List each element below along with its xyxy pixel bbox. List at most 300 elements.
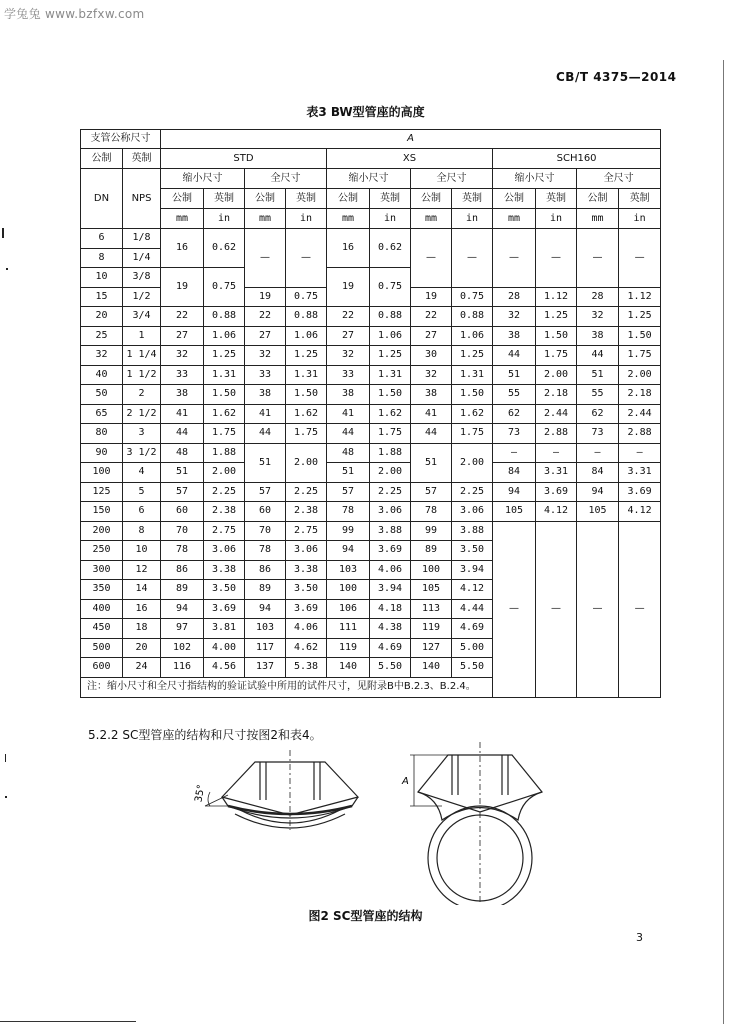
nps-cell: 3/8: [123, 268, 161, 288]
value-cell: 4.69: [452, 619, 493, 639]
header-dn: DN: [81, 169, 123, 229]
table-note: 注：缩小尺寸和全尺寸指结构的验证试验中所用的试件尺寸，见附录B中B.2.3、B.2.4。: [81, 677, 661, 697]
value-cell: 70: [161, 521, 204, 541]
table-row: [81, 482, 661, 502]
dn-cell: 25: [81, 326, 123, 346]
value-cell: 19: [161, 268, 204, 307]
header-branch-size: 支管公称尺寸: [81, 130, 161, 149]
header-imperial-sub: 英制: [452, 189, 493, 209]
value-cell: 111: [327, 619, 370, 639]
value-cell: 1.88: [204, 443, 245, 463]
value-cell: 103: [245, 619, 286, 639]
value-cell: 19: [411, 287, 452, 307]
value-cell: 1.62: [204, 404, 245, 424]
value-cell: 113: [411, 599, 452, 619]
value-cell: 73: [493, 424, 536, 444]
dn-cell: 400: [81, 599, 123, 619]
value-cell: 0.75: [452, 287, 493, 307]
value-cell: 1.62: [286, 404, 327, 424]
value-cell: 1.75: [370, 424, 411, 444]
value-cell: 60: [161, 502, 204, 522]
value-cell: 78: [245, 541, 286, 561]
value-cell: 4.69: [370, 638, 411, 658]
value-cell: 4.00: [204, 638, 245, 658]
value-cell: 0.75: [204, 268, 245, 307]
value-cell: 89: [161, 580, 204, 600]
value-cell: 1.25: [536, 307, 577, 327]
value-cell: 89: [245, 580, 286, 600]
table-title: 表3 BW型管座的高度: [306, 105, 425, 119]
value-cell: 51: [493, 365, 536, 385]
value-cell: 57: [245, 482, 286, 502]
value-cell: 32: [411, 365, 452, 385]
value-cell: 30: [411, 346, 452, 366]
value-cell: 1.25: [204, 346, 245, 366]
table-row: [81, 463, 661, 483]
value-cell: 4.12: [619, 502, 661, 522]
value-cell: 1.75: [536, 346, 577, 366]
value-cell: 86: [161, 560, 204, 580]
dn-cell: 8: [81, 248, 123, 268]
dash-cell: —: [619, 229, 661, 288]
dn-cell: 250: [81, 541, 123, 561]
watermark: 学兔兔 www.bzfxw.com: [4, 7, 145, 21]
value-cell: 2.38: [204, 502, 245, 522]
value-cell: 3.69: [370, 541, 411, 561]
value-cell: 51: [411, 443, 452, 482]
dn-cell: 500: [81, 638, 123, 658]
value-cell: 1.25: [370, 346, 411, 366]
value-cell: 2.75: [204, 521, 245, 541]
fitting-front-view: [410, 742, 542, 905]
value-cell: 1.06: [370, 326, 411, 346]
figure-2-sc-fitting: [180, 740, 570, 905]
table-row: [81, 365, 661, 385]
dn-cell: 50: [81, 385, 123, 405]
dn-cell: 32: [81, 346, 123, 366]
value-cell: 4.38: [370, 619, 411, 639]
header-metric-sub: 公制: [161, 189, 204, 209]
value-cell: 1.12: [619, 287, 661, 307]
value-cell: 62: [577, 404, 619, 424]
nps-cell: 1: [123, 326, 161, 346]
value-cell: 57: [411, 482, 452, 502]
value-cell: 1.50: [370, 385, 411, 405]
value-cell: 38: [411, 385, 452, 405]
value-cell: 32: [245, 346, 286, 366]
value-cell: 2.44: [619, 404, 661, 424]
value-cell: 32: [493, 307, 536, 327]
scan-mark: [6, 268, 8, 270]
value-cell: 3.69: [619, 482, 661, 502]
header-unit-in: in: [286, 209, 327, 229]
value-cell: 19: [327, 268, 370, 307]
table-row: [81, 307, 661, 327]
value-cell: 1.75: [286, 424, 327, 444]
header-metric-sub: 公制: [245, 189, 286, 209]
dim-a-label: A: [402, 776, 409, 787]
dn-cell: 350: [81, 580, 123, 600]
value-cell: 51: [161, 463, 204, 483]
header-unit-in: in: [452, 209, 493, 229]
value-cell: 1.25: [452, 346, 493, 366]
value-cell: 44: [245, 424, 286, 444]
value-cell: 2.00: [619, 365, 661, 385]
value-cell: 5.50: [370, 658, 411, 678]
table-note-row: [81, 677, 661, 697]
value-cell: 33: [327, 365, 370, 385]
dash-cell: —: [577, 229, 619, 288]
value-cell: 3.38: [286, 560, 327, 580]
value-cell: 1.75: [619, 346, 661, 366]
value-cell: 51: [577, 365, 619, 385]
value-cell: 94: [577, 482, 619, 502]
value-cell: 105: [411, 580, 452, 600]
value-cell: 55: [493, 385, 536, 405]
header-xs-reduced: 缩小尺寸: [327, 169, 411, 189]
header-unit-mm: mm: [327, 209, 370, 229]
value-cell: 2.00: [286, 443, 327, 482]
nps-cell: 2 1/2: [123, 404, 161, 424]
value-cell: 16: [327, 229, 370, 268]
value-cell: 1.06: [204, 326, 245, 346]
value-cell: 55: [577, 385, 619, 405]
bw-height-table: [80, 129, 661, 698]
value-cell: 3.06: [204, 541, 245, 561]
value-cell: 41: [161, 404, 204, 424]
value-cell: 1.62: [452, 404, 493, 424]
value-cell: 1.12: [536, 287, 577, 307]
standard-number: CB/T 4375—2014: [556, 70, 677, 84]
value-cell: 44: [411, 424, 452, 444]
value-cell: 28: [493, 287, 536, 307]
value-cell: 41: [327, 404, 370, 424]
value-cell: 4.62: [286, 638, 327, 658]
nps-cell: 1/8: [123, 229, 161, 249]
value-cell: 102: [161, 638, 204, 658]
value-cell: 100: [327, 580, 370, 600]
nps-cell: 16: [123, 599, 161, 619]
value-cell: 5.38: [286, 658, 327, 678]
value-cell: 32: [327, 346, 370, 366]
value-cell: 3.69: [286, 599, 327, 619]
value-cell: 44: [327, 424, 370, 444]
value-cell: 22: [411, 307, 452, 327]
scan-mark: [5, 796, 7, 798]
value-cell: 3.94: [370, 580, 411, 600]
header-unit-in: in: [619, 209, 661, 229]
header-unit-in: in: [536, 209, 577, 229]
value-cell: 3.81: [204, 619, 245, 639]
value-cell: 94: [493, 482, 536, 502]
value-cell: 1.25: [619, 307, 661, 327]
figure-caption: 图2 SC型管座的结构: [308, 909, 423, 923]
value-cell: 5.50: [452, 658, 493, 678]
table-row: [81, 346, 661, 366]
dn-cell: 90: [81, 443, 123, 463]
nps-cell: 1 1/4: [123, 346, 161, 366]
value-cell: 1.75: [204, 424, 245, 444]
value-cell: 2.88: [619, 424, 661, 444]
value-cell: 32: [161, 346, 204, 366]
table-row: [81, 502, 661, 522]
value-cell: 4.12: [452, 580, 493, 600]
nps-cell: 3 1/2: [123, 443, 161, 463]
value-cell: 1.50: [536, 326, 577, 346]
header-xs: XS: [327, 149, 493, 169]
nps-cell: 5: [123, 482, 161, 502]
value-cell: 3.50: [204, 580, 245, 600]
dash-cell: —: [493, 229, 536, 288]
header-sch-full: 全尺寸: [577, 169, 661, 189]
value-cell: 22: [245, 307, 286, 327]
dash-cell: —: [536, 229, 577, 288]
dash-cell: —: [286, 229, 327, 288]
value-cell: 2.00: [370, 463, 411, 483]
value-cell: 1.31: [370, 365, 411, 385]
value-cell: 38: [577, 326, 619, 346]
nps-cell: 6: [123, 502, 161, 522]
header-metric-sub: 公制: [411, 189, 452, 209]
value-cell: 2.88: [536, 424, 577, 444]
header-metric-sub: 公制: [327, 189, 370, 209]
dn-cell: 10: [81, 268, 123, 288]
value-cell: 33: [245, 365, 286, 385]
value-cell: 1.50: [204, 385, 245, 405]
value-cell: 127: [411, 638, 452, 658]
dash-cell: —: [245, 229, 286, 288]
value-cell: 3.06: [452, 502, 493, 522]
value-cell: 105: [493, 502, 536, 522]
value-cell: 3.31: [536, 463, 577, 483]
dn-cell: 200: [81, 521, 123, 541]
header-a: A: [161, 130, 661, 149]
value-cell: 3.94: [452, 560, 493, 580]
value-cell: 38: [493, 326, 536, 346]
value-cell: 78: [161, 541, 204, 561]
value-cell: 4.12: [536, 502, 577, 522]
value-cell: 119: [411, 619, 452, 639]
value-cell: 70: [245, 521, 286, 541]
dn-cell: 300: [81, 560, 123, 580]
value-cell: 3.31: [619, 463, 661, 483]
nps-cell: 3/4: [123, 307, 161, 327]
value-cell: 27: [327, 326, 370, 346]
value-cell: 2.25: [370, 482, 411, 502]
value-cell: 2.00: [536, 365, 577, 385]
value-cell: 3.88: [452, 521, 493, 541]
value-cell: 2.18: [536, 385, 577, 405]
value-cell: 44: [493, 346, 536, 366]
header-nps: NPS: [123, 169, 161, 229]
header-imperial-sub: 英制: [286, 189, 327, 209]
nps-cell: 1/4: [123, 248, 161, 268]
value-cell: 28: [577, 287, 619, 307]
nps-cell: 18: [123, 619, 161, 639]
value-cell: 0.75: [370, 268, 411, 307]
dn-cell: 125: [81, 482, 123, 502]
value-cell: 1.06: [452, 326, 493, 346]
nps-cell: 20: [123, 638, 161, 658]
value-cell: 0.88: [286, 307, 327, 327]
value-cell: —: [619, 443, 661, 463]
nps-cell: 1/2: [123, 287, 161, 307]
value-cell: 0.62: [370, 229, 411, 268]
nps-cell: 24: [123, 658, 161, 678]
value-cell: 57: [327, 482, 370, 502]
value-cell: 41: [411, 404, 452, 424]
value-cell: 99: [411, 521, 452, 541]
dn-cell: 20: [81, 307, 123, 327]
value-cell: 106: [327, 599, 370, 619]
header-imperial-sub: 英制: [370, 189, 411, 209]
value-cell: 2.18: [619, 385, 661, 405]
value-cell: 3.69: [204, 599, 245, 619]
dn-cell: 15: [81, 287, 123, 307]
value-cell: 137: [245, 658, 286, 678]
table-row: [81, 229, 661, 249]
value-cell: 51: [327, 463, 370, 483]
value-cell: 94: [161, 599, 204, 619]
value-cell: —: [577, 443, 619, 463]
header-std-reduced: 缩小尺寸: [161, 169, 245, 189]
value-cell: 3.06: [286, 541, 327, 561]
value-cell: 2.75: [286, 521, 327, 541]
page-number: 3: [636, 931, 643, 944]
header-imperial-sub: 英制: [619, 189, 661, 209]
footer-rule: [0, 1021, 136, 1022]
value-cell: 0.88: [204, 307, 245, 327]
value-cell: 1.50: [452, 385, 493, 405]
dn-cell: 150: [81, 502, 123, 522]
value-cell: 1.88: [370, 443, 411, 463]
value-cell: 140: [327, 658, 370, 678]
nps-cell: 8: [123, 521, 161, 541]
value-cell: 16: [161, 229, 204, 268]
value-cell: 4.06: [370, 560, 411, 580]
value-cell: 94: [327, 541, 370, 561]
value-cell: 1.31: [204, 365, 245, 385]
header-metric: 公制: [81, 149, 123, 169]
value-cell: —: [493, 443, 536, 463]
header-sch160: SCH160: [493, 149, 661, 169]
value-cell: 2.38: [286, 502, 327, 522]
header-unit-mm: mm: [493, 209, 536, 229]
value-cell: 0.62: [204, 229, 245, 268]
value-cell: 22: [161, 307, 204, 327]
value-cell: 3.06: [370, 502, 411, 522]
value-cell: 0.75: [286, 287, 327, 307]
dash-cell: —: [619, 521, 661, 697]
value-cell: 140: [411, 658, 452, 678]
value-cell: 119: [327, 638, 370, 658]
dn-cell: 40: [81, 365, 123, 385]
table-row: [81, 424, 661, 444]
table-row: [81, 521, 661, 541]
value-cell: 41: [245, 404, 286, 424]
header-std-full: 全尺寸: [245, 169, 327, 189]
value-cell: 2.00: [204, 463, 245, 483]
value-cell: 0.88: [452, 307, 493, 327]
dn-cell: 6: [81, 229, 123, 249]
value-cell: 27: [161, 326, 204, 346]
value-cell: 100: [411, 560, 452, 580]
header-unit-mm: mm: [411, 209, 452, 229]
nps-cell: 3: [123, 424, 161, 444]
dn-cell: 80: [81, 424, 123, 444]
value-cell: 57: [161, 482, 204, 502]
dash-cell: —: [493, 521, 536, 697]
value-cell: 1.25: [286, 346, 327, 366]
header-xs-full: 全尺寸: [411, 169, 493, 189]
header-imperial-sub: 英制: [204, 189, 245, 209]
value-cell: 1.06: [286, 326, 327, 346]
value-cell: 48: [327, 443, 370, 463]
header-std: STD: [161, 149, 327, 169]
nps-cell: 10: [123, 541, 161, 561]
section-5-2-2: 5.2.2 SC型管座的结构和尺寸按图2和表4。: [88, 728, 322, 742]
value-cell: 38: [245, 385, 286, 405]
value-cell: 1.50: [619, 326, 661, 346]
value-cell: 33: [161, 365, 204, 385]
value-cell: 1.62: [370, 404, 411, 424]
value-cell: 3.50: [452, 541, 493, 561]
header-imperial: 英制: [123, 149, 161, 169]
value-cell: 22: [327, 307, 370, 327]
dn-cell: 600: [81, 658, 123, 678]
header-unit-in: in: [370, 209, 411, 229]
value-cell: 4.44: [452, 599, 493, 619]
nps-cell: 4: [123, 463, 161, 483]
value-cell: 48: [161, 443, 204, 463]
value-cell: 4.18: [370, 599, 411, 619]
value-cell: 2.44: [536, 404, 577, 424]
dn-cell: 100: [81, 463, 123, 483]
value-cell: 3.88: [370, 521, 411, 541]
value-cell: 97: [161, 619, 204, 639]
dash-cell: —: [536, 521, 577, 697]
value-cell: 3.38: [204, 560, 245, 580]
value-cell: 2.00: [452, 443, 493, 482]
value-cell: 5.00: [452, 638, 493, 658]
angle-label: 35°: [193, 783, 208, 804]
value-cell: 1.50: [286, 385, 327, 405]
header-sch-reduced: 缩小尺寸: [493, 169, 577, 189]
value-cell: 19: [245, 287, 286, 307]
dash-cell: —: [411, 229, 452, 288]
header-unit-mm: mm: [245, 209, 286, 229]
value-cell: 94: [245, 599, 286, 619]
header-unit-mm: mm: [577, 209, 619, 229]
value-cell: 117: [245, 638, 286, 658]
nps-cell: 1 1/2: [123, 365, 161, 385]
dn-cell: 450: [81, 619, 123, 639]
value-cell: 1.75: [452, 424, 493, 444]
value-cell: 2.25: [452, 482, 493, 502]
value-cell: 32: [577, 307, 619, 327]
scan-mark: [5, 754, 6, 762]
value-cell: 0.88: [370, 307, 411, 327]
header-unit-in: in: [204, 209, 245, 229]
value-cell: 3.69: [536, 482, 577, 502]
value-cell: 2.25: [204, 482, 245, 502]
nps-cell: 14: [123, 580, 161, 600]
value-cell: 84: [493, 463, 536, 483]
value-cell: 116: [161, 658, 204, 678]
value-cell: 78: [327, 502, 370, 522]
value-cell: 51: [245, 443, 286, 482]
nps-cell: 12: [123, 560, 161, 580]
